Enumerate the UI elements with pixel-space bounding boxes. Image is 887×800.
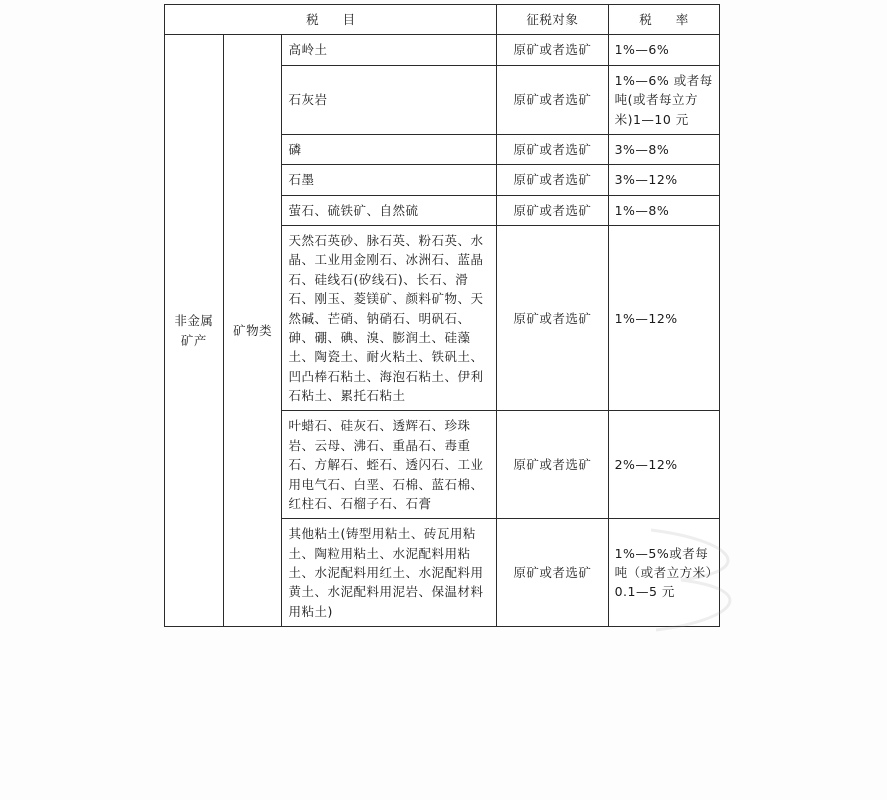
rate-cell: 2%—12% <box>608 411 719 519</box>
header-object: 征税对象 <box>497 5 608 35</box>
category-label-line2: 矿产 <box>180 332 207 348</box>
item-cell: 石墨 <box>282 165 497 195</box>
item-cell: 萤石、硫铁矿、自然硫 <box>282 195 497 225</box>
rate-cell: 3%—8% <box>608 134 719 164</box>
object-cell: 原矿或者选矿 <box>497 226 608 411</box>
tax-rate-table <box>164 4 720 627</box>
item-cell: 其他粘土(铸型用粘土、砖瓦用粘土、陶粒用粘土、水泥配料用粘土、水泥配料用红土、水泥配料用黄土、水泥配料用泥岩、保温材料用粘土) <box>282 519 497 627</box>
category-label-line1: 非金属 <box>174 313 214 329</box>
rate-cell: 1%—12% <box>608 226 719 411</box>
object-cell: 原矿或者选矿 <box>497 134 608 164</box>
header-rate-label: 税 率 <box>639 12 699 27</box>
rate-cell: 1%—8% <box>608 195 719 225</box>
object-cell: 原矿或者选矿 <box>497 165 608 195</box>
table-header-row <box>165 5 720 35</box>
item-cell: 叶蜡石、硅灰石、透辉石、珍珠岩、云母、沸石、重晶石、毒重石、方解石、蛭石、透闪石、工业用电气石、白垩、石棉、蓝石棉、红柱石、石榴子石、石膏 <box>282 411 497 519</box>
item-cell: 高岭土 <box>282 35 497 65</box>
header-rate <box>608 5 719 35</box>
header-item <box>165 5 497 35</box>
rate-cell: 1%—6% <box>608 35 719 65</box>
object-cell: 原矿或者选矿 <box>497 411 608 519</box>
object-cell: 原矿或者选矿 <box>497 35 608 65</box>
table-row <box>165 35 720 65</box>
tax-rate-table-container <box>164 4 720 627</box>
table-header <box>165 5 720 35</box>
item-cell: 磷 <box>282 134 497 164</box>
header-item-label: 税 目 <box>306 12 366 27</box>
rate-cell: 3%—12% <box>608 165 719 195</box>
item-cell: 石灰岩 <box>282 65 497 134</box>
rate-cell: 1%—5%或者每吨（或者立方米）0.1—5 元 <box>608 519 719 627</box>
subcategory-cell: 矿物类 <box>223 35 282 627</box>
table-body <box>165 35 720 627</box>
category-cell <box>165 35 224 627</box>
item-cell: 天然石英砂、脉石英、粉石英、水晶、工业用金刚石、冰洲石、蓝晶石、硅线石(矽线石)、长石、滑石、刚玉、菱镁矿、颜料矿物、天然碱、芒硝、钠硝石、明矾石、砷、硼、碘、溴、膨润土、硅藻土、陶瓷土、耐火粘土、铁矾土、凹凸棒石粘土、海泡石粘土、伊利石粘土、累托石粘土 <box>282 226 497 411</box>
rate-cell: 1%—6% 或者每吨(或者每立方米)1—10 元 <box>608 65 719 134</box>
object-cell: 原矿或者选矿 <box>497 519 608 627</box>
object-cell: 原矿或者选矿 <box>497 195 608 225</box>
object-cell: 原矿或者选矿 <box>497 65 608 134</box>
